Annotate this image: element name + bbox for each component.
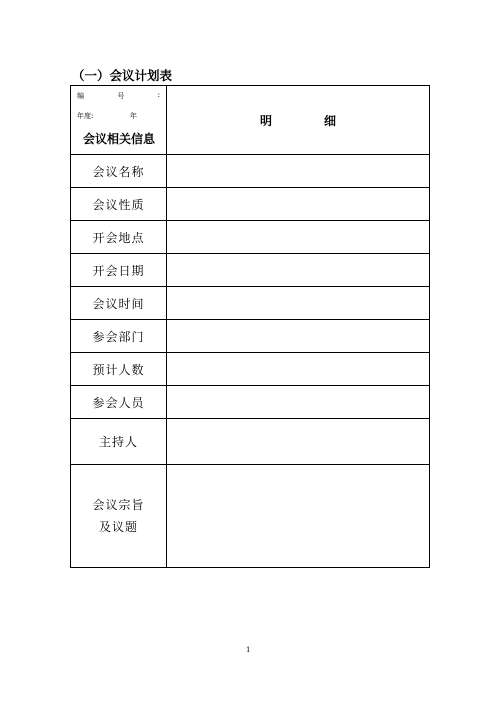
row-value-field[interactable] [167,419,430,465]
row-label: 参会部门 [71,320,167,353]
table-header-row [71,86,430,155]
code-colon: : [157,91,160,99]
row-value-field[interactable] [167,155,430,188]
purpose-label-line-1: 会议宗旨 [92,498,145,512]
info-header-cell [71,86,167,155]
row-value-field[interactable] [167,254,430,287]
detail-char-1: 明 [259,113,272,128]
row-label: 开会地点 [71,221,167,254]
page-number: 1 [246,646,251,654]
purpose-value-field[interactable] [167,465,430,568]
row-value-field[interactable] [167,221,430,254]
row-label: 会议性质 [71,188,167,221]
row-value-field[interactable] [167,386,430,419]
table-row-purpose [71,465,430,568]
year-label: 年度: [77,112,94,120]
code-line [77,91,160,101]
meeting-plan-table [70,85,430,568]
code-label-2: 号 [117,92,125,100]
code-label: 编 [77,92,84,100]
row-value-field[interactable] [167,188,430,221]
year-line [77,111,137,121]
row-label: 主持人 [71,419,167,465]
purpose-label [71,465,167,568]
row-label: 会议名称 [71,155,167,188]
detail-char-2: 细 [324,113,337,128]
table-row-meeting-nature [71,188,430,221]
table-row-departments [71,320,430,353]
row-value-field[interactable] [167,320,430,353]
row-label: 预计人数 [71,353,167,386]
table-row-date [71,254,430,287]
document-title: （一）会议计划表 [72,68,173,83]
info-heading: 会议相关信息 [83,132,156,146]
row-label: 开会日期 [71,254,167,287]
row-label: 会议时间 [71,287,167,320]
detail-header-cell [167,86,430,155]
year-unit: 年 [130,112,137,120]
row-value-field[interactable] [167,353,430,386]
table-row-time [71,287,430,320]
row-value-field[interactable] [167,287,430,320]
table-row-expected-count [71,353,430,386]
table-row-meeting-name [71,155,430,188]
table-row-attendees [71,386,430,419]
table-row-host [71,419,430,465]
row-label: 参会人员 [71,386,167,419]
purpose-label-line-2: 及议题 [98,520,138,534]
table-row-location [71,221,430,254]
